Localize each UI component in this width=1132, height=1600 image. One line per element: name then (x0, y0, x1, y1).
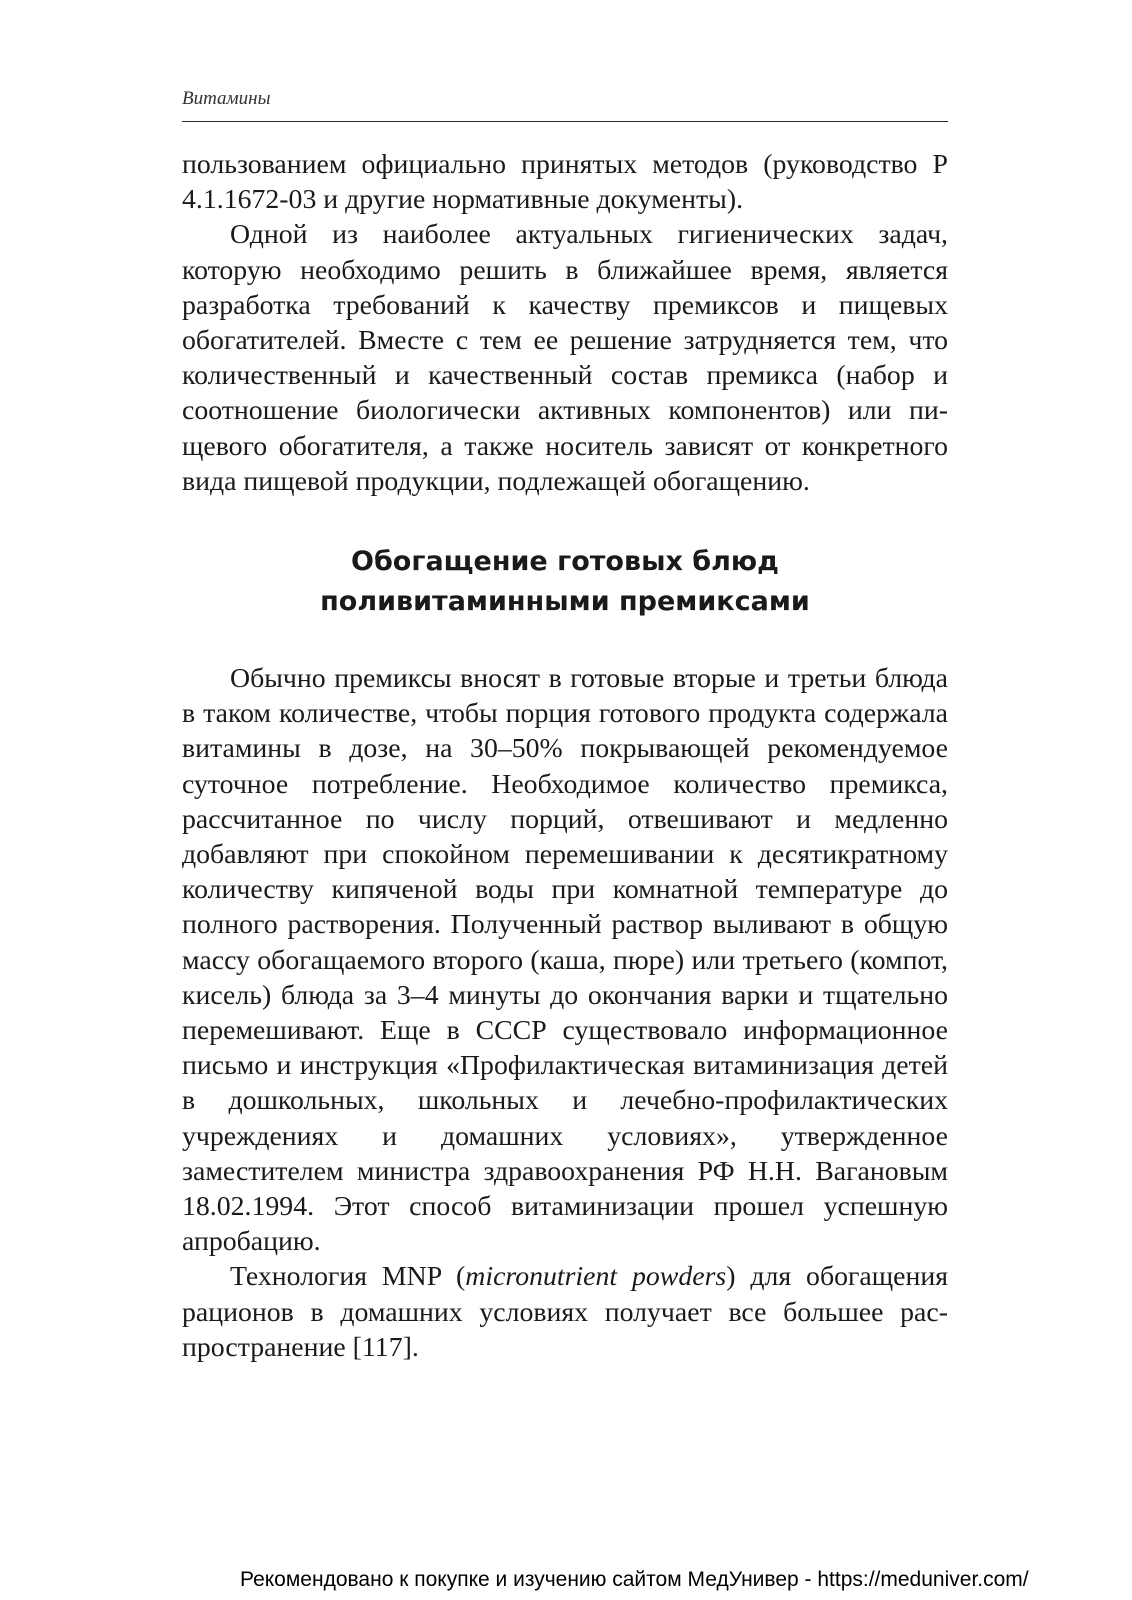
paragraph-mnp-italic: micronutrient powders (465, 1261, 727, 1293)
header-rule (182, 121, 948, 122)
paragraph-mnp-before: Технология MNP ( (230, 1261, 466, 1293)
paragraph-hygiene-tasks: Одной из наиболее актуальных гигиенических задач, которую необходимо решить в ближайшее время, является разработка требований к качеству премиксов и пищевых обогатителей. Вместе с тем ее решение затрудняется тем, что количественный и качественный состав премикса (набор и соотношение биологически активных компонентов) или пищевого обогатителя, а также носитель зависят от конкретного вида пищевой продукции, подлежащей обогащению. (182, 219, 948, 497)
footer-recommendation: Рекомендовано к покупке и изучению сайтом МедУнивер - https://meduniver.com/ (240, 1568, 1029, 1591)
section-heading-line-1: Обогащение готовых блюд (351, 546, 779, 578)
paragraph-mnp-after: ) для обогащения рационов в домашних условиях получает все большее распространение [117]. (182, 1261, 948, 1363)
paragraph-premix-usage: Обычно премиксы вносят в готовые вторые и третьи блюда в таком количестве, чтобы порция готового продукта содержала витамины в дозе, на 30–50% покрывающей рекомендуемое суточное потребление. Необходимое количество премикса, рассчитанное по числу порций, отвешивают и медленно добавляют при спокойном перемешивании к десятикратному количеству кипяченой воды при комнатной температуре до полного растворения. Полученный раствор выливают в общую массу обогащаемого второго (каша, пюре) или третьего (компот, кисель) блюда за 3–4 минуты до окончания варки и тщательно перемешивают. Еще в СССР существовало информационное письмо и инструкция «Профилактическая витаминизация детей в дошкольных, школьных и лечебно-профилактических учреждениях и домашних условиях», утвержденное заместителем министра здравоохранения РФ Н.Н. Вагановым 18.02.1994. Этот способ витаминизации прошел успешную апробацию. (182, 663, 948, 1258)
page-body (182, 147, 948, 1365)
section-heading-line-2: поливитаминными премиксами (320, 586, 810, 618)
paragraph-continued: пользованием официально принятых методов (руководство Р 4.1.1672-03 и другие нормативные документы). (182, 149, 948, 216)
running-head: Витамины (182, 88, 271, 109)
paragraph-mnp (182, 1259, 948, 1365)
section-heading (182, 542, 948, 622)
